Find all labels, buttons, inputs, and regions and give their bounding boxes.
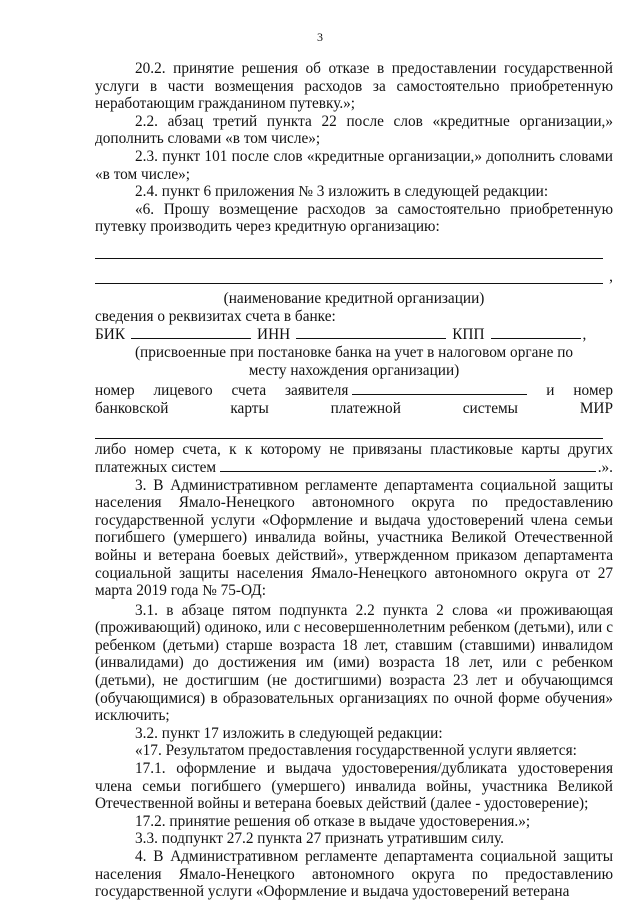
kpp-field [491,326,581,339]
payment-end: .». [597,458,613,476]
requisites-end: , [582,325,587,343]
bank-name-caption: (наименование кредитной организации) [223,289,485,307]
page-number: 3 [317,30,323,44]
card-word-2: карты [230,399,269,417]
payment-systems-label: платежных систем [95,458,217,476]
acc-word-5: и [546,381,555,399]
inn-field [296,326,446,339]
paragraph-2-4: 2.4. пункт 6 приложения № 3 изложить в следующей редакции: [135,183,549,201]
paragraph-17-2: 17.2. принятие решения об отказе в выдаче удостоверения.»; [135,812,531,830]
paragraph-3-3: 3.3. подпункт 27.2 пункта 27 признать утратившим силу. [135,830,504,848]
acc-word-6: номер [573,381,613,399]
card-word-4: системы [462,399,518,417]
paragraph-20-2: 20.2. принятие решения об отказе в предоставлении государственной услуги в части возмещения расходов за самостоятельно приобретенную неработающим гражданином путевку.»; [95,60,613,113]
paragraph-3: 3. В Административном регламенте департамента социальной защиты населения Ямало-Ненецкого автономного округа по предоставлению государственной услуги «Оформление и выдача удостоверений члена семьи погибшего (умершего) инвалида войны, участника Великой Отечественной войны и ветерана боевых действий», утвержденном приказом департамента социальной защиты населения Ямало-Ненецкого автономного округа от 27 марта 2019 года № 75-ОД: [95,476,613,600]
paragraph-3-2: 3.2. пункт 17 изложить в следующей редакции: [135,724,443,742]
paragraph-2-2: 2.2. абзац третий пункта 22 после слов «кредитные организации,» дополнить словами «в том числе»; [95,112,613,148]
account-field [352,382,527,395]
card-word-1: банковской [95,399,169,417]
bank-details-label: сведения о реквизитах счета в банке: [95,307,336,325]
line-end-comma: , [609,267,613,285]
payment-systems-field [220,459,596,472]
paragraph-3-1: 3.1. в абзаце пятом подпункта 2.2 пункта 2 слова «и проживающая (проживающий) одиноко, или с несовершеннолетним ребенком (детьми), или с ребенком (детьми) старше возраста 18 лет, ставшим (ставшими) инвалидом (инвалидами) до достижения им (ими) возраста 18 лет, или с ребенком (детьми), не достигшим (не достигшими) возраста 23 лет и обучающимся (обучающимися) в образовательных организациях по очной форме обучения» исключить; [95,601,613,725]
paragraph-6-request: «6. Прошу возмещение расходов за самостоятельно приобретенную путевку производить через кредитную организацию: [95,200,613,236]
paragraph-2-3: 2.3. пункт 101 после слов «кредитные организации,» дополнить словами «в том числе»; [95,147,613,183]
paragraph-17: «17. Результатом предоставления государственной услуги является: [135,742,577,760]
acc-word-4: заявителя [285,381,349,399]
paragraph-4: 4. В Административном регламенте департамента социальной защиты населения Ямало-Ненецкого автономного округа по предоставлению государственной услуги «Оформление и выдача удостоверений ветерана [95,848,613,901]
document-body [95,60,613,901]
acc-word-3: счета [231,381,267,399]
acc-word-1: номер [95,381,135,399]
inn-label: ИНН [257,325,291,343]
card-word-5: МИР [579,399,613,417]
blank-line-bank-1 [95,240,603,259]
paragraph-17-1: 17.1. оформление и выдача удостоверения/дубликата удостоверения члена семьи погибшего (умершего) инвалида войны, участника Великой Отечественной войны и ветерана боевых действий (далее - удостоверение); [95,760,613,813]
payment-systems-row [95,459,613,477]
acc-word-2: лицевого [153,381,213,399]
either-account-text: либо номер счета, к к которому не привязаны пластиковые карты других [95,440,613,458]
account-number-row [95,382,613,400]
bik-label: БИК [95,325,126,343]
blank-line-card [95,420,603,439]
kpp-label: КПП [452,325,485,343]
card-word-3: платежной [330,399,401,417]
bik-field [131,326,251,339]
requisites-caption: (присвоенные при постановке банка на учет в налоговом органе по месту нахождения организации) [134,343,574,379]
blank-line-bank-2 [95,265,613,285]
card-number-row [95,400,613,418]
bank-requisites-row [95,326,613,344]
